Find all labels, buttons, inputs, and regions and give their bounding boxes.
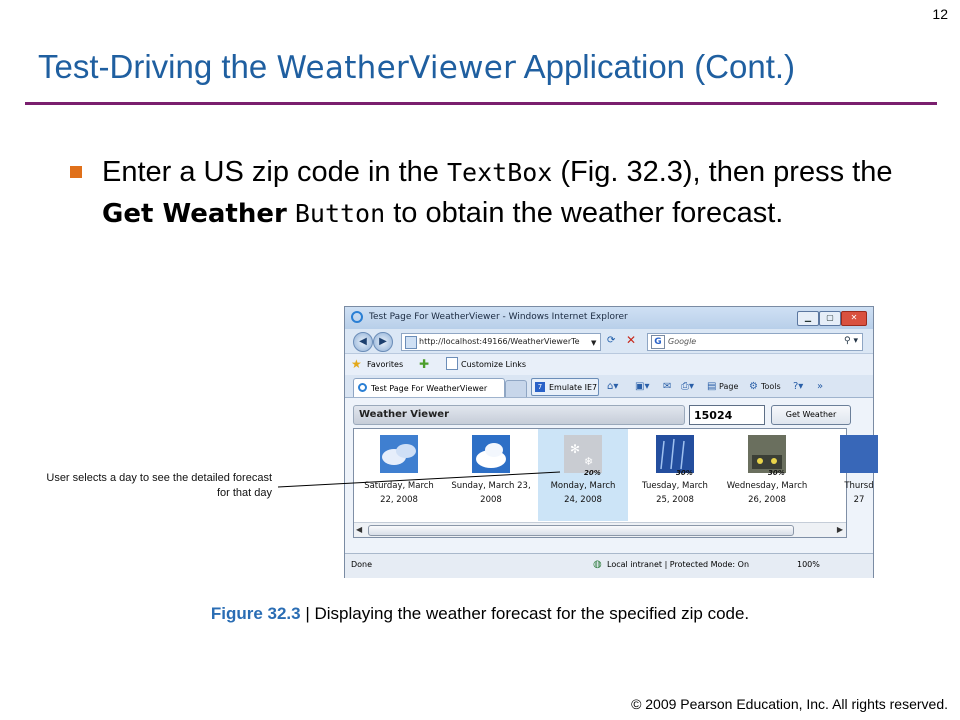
minimize-button[interactable]: ▁ (797, 311, 819, 326)
day-label: Sunday, March 23, 2008 (451, 481, 531, 505)
back-button[interactable]: ◀ (353, 332, 373, 352)
bullet-span: (Fig. 32.3), then press the (552, 156, 893, 188)
emulate-icon: 7 (535, 382, 545, 392)
bullet-span: Enter a US zip code in the (102, 156, 447, 188)
svg-text:✻: ✻ (570, 442, 581, 456)
title-text-end: Application (Cont.) (516, 48, 796, 85)
favorites-star-icon[interactable]: ★ (351, 357, 362, 371)
figure-number: Figure 32.3 (210, 604, 301, 623)
day-label: Monday, March 24, 2008 (550, 481, 616, 505)
bullet-span: to obtain the weather forecast. (385, 197, 784, 229)
customize-links-link[interactable]: Customize Links (461, 360, 527, 369)
zip-value: 15024 (694, 409, 733, 422)
help-icon[interactable]: ?▾ (793, 381, 804, 392)
figure-caption (0, 604, 960, 624)
caption-text: | Displaying the weather forecast for the specified zip code. (300, 604, 750, 623)
precip-percent: 30% (676, 469, 693, 477)
tools-gear-icon[interactable]: ⚙ (749, 381, 758, 392)
mail-icon[interactable]: ✉ (663, 381, 672, 392)
title-code: WeatherViewer (276, 50, 517, 86)
day-label: Tuesday, March 25, 2008 (642, 481, 708, 505)
app-title: Weather Viewer (359, 409, 450, 420)
search-icon[interactable]: ⚲ ▾ (844, 336, 858, 346)
maximize-button[interactable]: ▢ (819, 311, 841, 326)
search-placeholder: Google (668, 337, 697, 346)
bullet-bold-get-weather: Get Weather (102, 199, 287, 229)
research-icon[interactable]: » (817, 381, 824, 392)
day-label: Thursd 27 (844, 481, 874, 505)
security-zone: Local intranet | Protected Mode: On (607, 560, 750, 569)
callout-label: User selects a day to see the detailed forecast for that day (46, 472, 272, 499)
feeds-icon[interactable]: ▣▾ (635, 381, 650, 392)
status-done: Done (351, 560, 373, 569)
title-text: Test-Driving the (38, 48, 277, 85)
window-title: Test Page For WeatherViewer - Windows Internet Explorer (369, 312, 628, 322)
stop-icon[interactable]: ✕ (626, 333, 637, 347)
copyright-notice: © 2009 Pearson Education, Inc. All rights reserved. (631, 696, 948, 712)
day-label: Saturday, March 22, 2008 (364, 481, 434, 505)
svg-text:❄: ❄ (584, 455, 594, 468)
tab-title: Test Page For WeatherViewer (371, 384, 488, 393)
print-icon[interactable]: ⎙▾ (681, 381, 695, 392)
intranet-globe-icon: ◍ (593, 559, 602, 570)
tools-menu[interactable]: Tools (761, 382, 781, 391)
get-weather-button[interactable]: Get Weather (771, 405, 851, 425)
page-menu-icon[interactable]: ▤ (707, 381, 717, 392)
favorites-button[interactable]: Favorites (367, 360, 404, 369)
precip-percent: 30% (768, 469, 785, 477)
page-menu[interactable]: Page (719, 382, 739, 391)
forward-button[interactable]: ▶ (373, 332, 393, 352)
google-icon: G (651, 335, 665, 349)
scroll-left-icon[interactable]: ◀ (356, 525, 363, 534)
home-icon[interactable]: ⌂▾ (607, 381, 619, 392)
scroll-right-icon[interactable]: ▶ (836, 525, 843, 534)
add-favorites-icon[interactable]: ✚ (419, 357, 430, 371)
bullet-code-button: Button (294, 199, 386, 228)
precip-percent: 20% (584, 469, 601, 477)
refresh-icon[interactable]: ⟳ (607, 335, 616, 346)
zoom-level[interactable]: 100% (797, 560, 820, 569)
close-button[interactable]: ✕ (841, 311, 867, 326)
day-label: Wednesday, March 26, 2008 (726, 481, 808, 505)
bullet-code-textbox: TextBox (446, 158, 553, 187)
address-text: http://localhost:49166/WeatherViewerTe (419, 337, 580, 346)
emulate-label: Emulate IE7 (549, 383, 598, 392)
address-dropdown-icon[interactable]: ▼ (591, 339, 597, 347)
slide-number: 12 (932, 6, 948, 22)
